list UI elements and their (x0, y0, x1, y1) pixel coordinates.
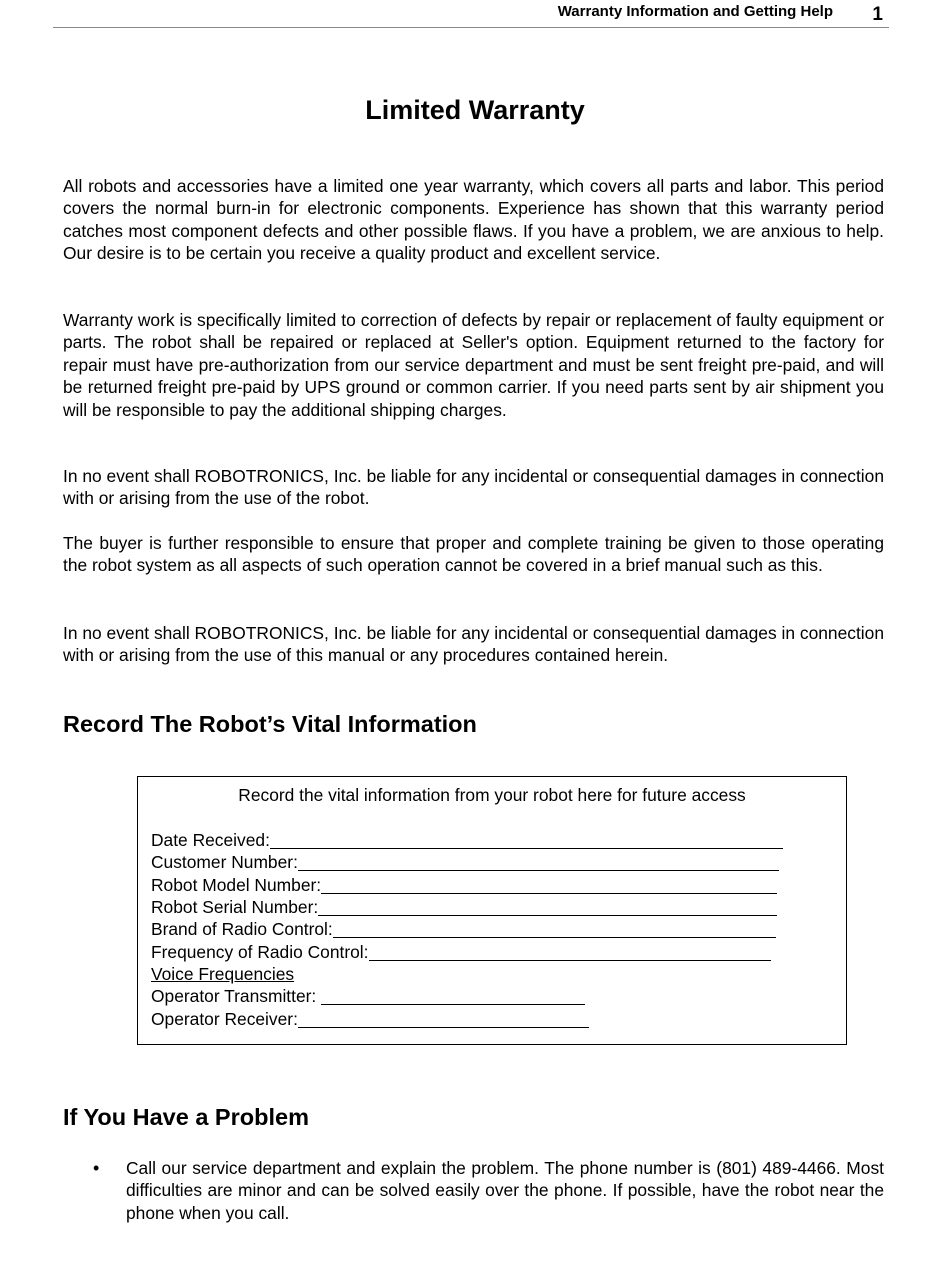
field-blank[interactable] (318, 897, 777, 916)
vital-info-form (137, 776, 847, 1045)
field-label: Operator Transmitter: (151, 986, 322, 1006)
problem-heading: If You Have a Problem (63, 1104, 309, 1130)
operator-transmitter-field[interactable] (151, 985, 585, 1007)
field-label: Robot Serial Number: (151, 897, 319, 917)
robot-model-number-field[interactable] (151, 874, 777, 896)
warranty-paragraph-5: In no event shall ROBOTRONICS, Inc. be liable for any incidental or consequential damages in connection with or arising from the use of this manual or any procedures contained herein. (63, 623, 884, 666)
robot-serial-number-field[interactable] (151, 896, 777, 918)
operator-receiver-field[interactable] (151, 1008, 589, 1030)
field-blank[interactable] (369, 942, 771, 961)
header-title: Warranty Information and Getting Help (557, 3, 833, 20)
field-label: Frequency of Radio Control: (151, 942, 369, 962)
form-intro: Record the vital information from your robot here for future access (238, 785, 746, 805)
radio-brand-field[interactable] (151, 918, 776, 940)
field-label: Operator Receiver: (151, 1009, 298, 1029)
voice-frequencies-label: Voice Frequencies (151, 964, 295, 984)
date-received-field[interactable] (151, 829, 783, 851)
warranty-paragraph-4: The buyer is further responsible to ensure that proper and complete training be given to those operating the robot system as all aspects of such operation cannot be covered in a brief manual such as this. (63, 533, 884, 576)
field-blank[interactable] (298, 1009, 589, 1028)
bullet-icon: • (93, 1158, 100, 1178)
customer-number-field[interactable] (151, 851, 779, 873)
radio-frequency-field[interactable] (151, 941, 771, 963)
field-blank[interactable] (298, 852, 779, 871)
warranty-paragraph-3: In no event shall ROBOTRONICS, Inc. be liable for any incidental or consequential damages in connection with or arising from the use of the robot. (63, 466, 884, 509)
field-label: Brand of Radio Control: (151, 919, 333, 939)
page-title: Limited Warranty (365, 95, 585, 125)
warranty-paragraph-1: All robots and accessories have a limited one year warranty, which covers all parts and labor. This period covers the normal burn-in for electronic components. Experience has shown that this warranty period catches most component defects and other possible flaws. If you have a problem, we are anxious to help. Our desire is to be certain you receive a quality product and excellent service. (63, 176, 884, 264)
warranty-paragraph-2: Warranty work is specifically limited to correction of defects by repair or replacement of faulty equipment or parts. The robot shall be repaired or replaced at Seller's option. Equipment returned to the factory for repair must have pre-authorization from our service department and must be sent freight pre-paid, and will be returned freight pre-paid by UPS ground or common carrier. If you need parts sent by air shipment you will be responsible to pay the additional shipping charges. (63, 310, 884, 420)
field-label: Robot Model Number: (151, 875, 322, 895)
page-number: 1 (872, 4, 883, 25)
field-label: Customer Number: (151, 852, 298, 872)
problem-bullet-1: Call our service department and explain the problem. The phone number is (801) 489-4466. Most difficulties are minor and can be solved easily over the phone. If possible, have the robot near the phone when you call. (126, 1158, 884, 1223)
field-blank[interactable] (321, 875, 777, 894)
field-label: Date Received: (151, 830, 270, 850)
field-blank[interactable] (270, 830, 783, 849)
field-blank[interactable] (321, 986, 585, 1005)
vital-info-heading: Record The Robot’s Vital Information (63, 711, 477, 737)
field-blank[interactable] (333, 919, 776, 938)
page-header (53, 0, 889, 28)
